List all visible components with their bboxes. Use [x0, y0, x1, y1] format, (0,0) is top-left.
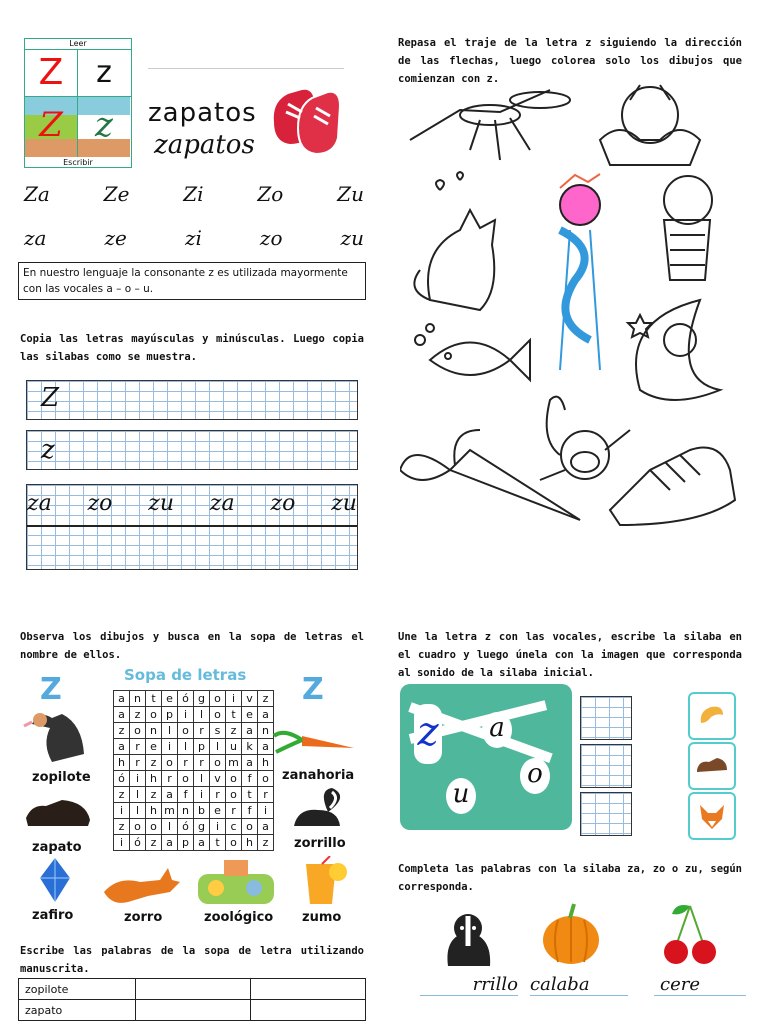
copy-row-lower-sample: z [41, 435, 55, 465]
label-zopilote: zopilote [32, 770, 91, 785]
wordsearch-cell[interactable]: p [194, 739, 210, 755]
wordsearch-cell[interactable]: s [210, 723, 226, 739]
wordsearch-cell[interactable]: e [162, 691, 178, 707]
complete-word-2 [530, 974, 628, 996]
note-box: En nuestro lenguaje la consonante z es utilizada mayormente con las vocales a – o – u. [18, 262, 366, 300]
wordsearch-cell[interactable]: r [258, 787, 274, 803]
wordsearch-cell[interactable]: f [178, 787, 194, 803]
wordsearch-letter-right: Z [302, 672, 324, 707]
wordsearch-row [114, 739, 274, 755]
wordsearch-cell[interactable]: l [194, 771, 210, 787]
wordsearch-cell[interactable]: l [178, 739, 194, 755]
shoe-picture [688, 742, 736, 790]
card-write-label: Escribir [63, 158, 93, 167]
hero-word-cursive: zapatos [154, 130, 255, 160]
write-cell[interactable] [251, 979, 366, 1000]
wordsearch-cell[interactable]: u [226, 739, 242, 755]
wordsearch-cell[interactable]: r [162, 771, 178, 787]
wordsearch-cell[interactable]: a [194, 835, 210, 851]
shoe-icon [695, 756, 729, 776]
card-upper-print: Z [25, 50, 78, 96]
wordsearch-cell[interactable]: z [114, 819, 130, 835]
copy-row-upper-sample: Z [41, 383, 60, 413]
wordsearch-cell[interactable]: m [226, 755, 242, 771]
card-upper-cursive: Z [25, 97, 78, 157]
pumpkin-icon [540, 900, 602, 966]
wordsearch-cell[interactable]: t [210, 835, 226, 851]
wordsearch-cell[interactable]: r [226, 803, 242, 819]
write-cell[interactable] [251, 1000, 366, 1021]
wordsearch-cell[interactable]: l [210, 739, 226, 755]
wordsearch-cell[interactable]: z [146, 787, 162, 803]
wordsearch-cell[interactable]: e [242, 707, 258, 723]
wordsearch-cell[interactable]: l [130, 803, 146, 819]
juice-icon [292, 856, 350, 908]
card-lower-print: z [96, 55, 112, 90]
search-instruction: Observa los dibujos y busca en la sopa de letras el nombre de ellos. [20, 631, 364, 661]
wordsearch-cell[interactable]: f [242, 803, 258, 819]
wordsearch-cell[interactable]: r [130, 739, 146, 755]
monkey-icon [540, 397, 630, 480]
syllable-upper: Zo [257, 182, 284, 206]
syllable-box-3[interactable] [580, 792, 632, 836]
wordsearch-cell[interactable]: z [130, 707, 146, 723]
write-instruction: Escribe las palabras de la sopa de letra utilizando manuscrita. [20, 945, 364, 975]
complete-word-1 [420, 974, 518, 996]
wordsearch-row [114, 691, 274, 707]
gem-icon [38, 856, 72, 904]
word-ending: rrillo [472, 974, 518, 995]
wordsearch-cell[interactable]: i [178, 707, 194, 723]
wordsearch-cell[interactable]: h [258, 755, 274, 771]
wordsearch-title: Sopa de letras [124, 666, 247, 684]
hero-word-print: zapatos [148, 98, 257, 128]
wordsearch-cell[interactable]: p [178, 835, 194, 851]
write-cell[interactable] [136, 1000, 251, 1021]
fox-icon [98, 862, 186, 908]
wordsearch-cell[interactable]: r [194, 755, 210, 771]
wordsearch-cell[interactable]: a [258, 739, 274, 755]
wordsearch-cell[interactable]: f [242, 771, 258, 787]
moon-baby-icon [628, 300, 720, 400]
wordsearch-cell[interactable]: o [162, 755, 178, 771]
wordsearch-row [114, 771, 274, 787]
syllable-sample: zo [270, 491, 296, 516]
boy-z-icon [560, 174, 600, 370]
wordsearch-cell[interactable]: m [162, 803, 178, 819]
skunk-icon [438, 906, 500, 970]
wordsearch-cell[interactable]: a [162, 787, 178, 803]
word-cell: zapato [19, 1000, 136, 1021]
wordsearch-cell[interactable]: ó [114, 771, 130, 787]
syllable-upper: Ze [103, 182, 130, 206]
wordsearch-cell[interactable]: a [258, 707, 274, 723]
shoes-icon [268, 72, 346, 158]
copy-instruction: Copia las letras mayúsculas y minúsculas. Luego copia las silabas como se muestra. [20, 333, 364, 363]
wordsearch-cell[interactable]: o [226, 771, 242, 787]
card-read-label: Leer [25, 39, 131, 50]
wordsearch-cell[interactable]: i [162, 739, 178, 755]
wordsearch-cell[interactable]: o [210, 707, 226, 723]
wordsearch-cell[interactable]: z [114, 723, 130, 739]
wordsearch-row [114, 723, 274, 739]
label-zorro: zorro [124, 910, 163, 925]
syllables-lower [24, 226, 364, 250]
syllable-sample: zu [148, 491, 175, 516]
wordsearch-cell[interactable]: n [258, 723, 274, 739]
wordsearch-cell[interactable]: i [210, 819, 226, 835]
wordsearch-cell[interactable]: ó [130, 835, 146, 851]
word-start: cere [660, 974, 700, 995]
vulture-icon [22, 704, 92, 766]
wordsearch-cell[interactable]: l [162, 819, 178, 835]
wordsearch-cell[interactable]: v [210, 771, 226, 787]
wordsearch-grid [113, 690, 274, 851]
label-zorrillo: zorrillo [294, 836, 346, 851]
syllable-upper: Zi [183, 182, 204, 206]
wordsearch-cell[interactable]: o [258, 771, 274, 787]
join-letter-u: u [446, 778, 476, 814]
label-zafiro: zafiro [32, 908, 74, 923]
wordsearch-cell[interactable]: o [178, 771, 194, 787]
wordsearch-cell[interactable]: n [178, 803, 194, 819]
mosquito-icon [410, 90, 570, 160]
join-instruction: Une la letra z con las vocales, escribe la silaba en el cuadro y luego únela con la imagen que corresponda al sonido de la silaba inicial. [398, 631, 742, 679]
wordsearch-cell[interactable]: i [258, 803, 274, 819]
wordsearch-cell[interactable]: c [226, 819, 242, 835]
wordsearch-cell[interactable]: z [114, 787, 130, 803]
wordsearch-cell[interactable]: z [146, 755, 162, 771]
cat-icon [414, 172, 495, 310]
wordsearch-cell[interactable]: o [226, 835, 242, 851]
join-letter-a: a [482, 712, 512, 748]
mummy-icon [664, 176, 712, 280]
wordsearch-cell[interactable]: e [210, 803, 226, 819]
syllable-sample: za [27, 491, 52, 516]
corn-snack-picture [688, 692, 736, 740]
copy-row-upper [26, 380, 358, 420]
wordsearch-row [114, 707, 274, 723]
wordsearch-cell[interactable]: i [130, 771, 146, 787]
syllable-lower: zu [340, 226, 364, 250]
wordsearch-cell[interactable]: r [210, 787, 226, 803]
wordsearch-cell[interactable]: o [226, 787, 242, 803]
wordsearch-cell[interactable]: ó [178, 691, 194, 707]
zoo-icon [194, 854, 278, 908]
skunk-icon [288, 786, 348, 834]
wordsearch-cell[interactable]: a [114, 691, 130, 707]
label-zanahoria: zanahoria [282, 768, 355, 783]
wordsearch-cell[interactable]: i [194, 787, 210, 803]
wordsearch-row [114, 819, 274, 835]
wordsearch-cell[interactable]: o [210, 755, 226, 771]
wordsearch-cell[interactable]: a [162, 835, 178, 851]
sneaker-icon [610, 448, 735, 526]
table-row [19, 1000, 366, 1021]
wordsearch-cell[interactable]: z [258, 835, 274, 851]
wordsearch-cell[interactable]: a [242, 723, 258, 739]
wordsearch-cell[interactable]: v [242, 691, 258, 707]
shoe-icon [22, 794, 94, 832]
copy-row-lower [26, 430, 358, 470]
syllable-lower: za [24, 226, 47, 250]
wordsearch-cell[interactable]: o [210, 691, 226, 707]
wordsearch-cell[interactable]: z [146, 835, 162, 851]
wordsearch-cell[interactable]: r [194, 723, 210, 739]
syllable-sample: zo [87, 491, 113, 516]
word-cell: zopilote [19, 979, 136, 1000]
wordsearch-cell[interactable]: a [258, 819, 274, 835]
wordsearch-cell[interactable]: h [146, 803, 162, 819]
wordsearch-row [114, 803, 274, 819]
fish-icon [415, 324, 530, 380]
wordsearch-cell[interactable]: l [194, 707, 210, 723]
wordsearch-letter-left: Z [40, 672, 62, 707]
label-zoologico: zoológico [204, 910, 274, 925]
wordsearch-cell[interactable]: o [146, 819, 162, 835]
label-zapato: zapato [32, 840, 82, 855]
complete-word-3 [654, 974, 746, 996]
syllable-box-2[interactable] [580, 744, 632, 788]
wordsearch-cell[interactable]: o [242, 819, 258, 835]
wordsearch-cell[interactable]: h [114, 755, 130, 771]
syllable-sample: zu [331, 491, 357, 516]
wordsearch-cell[interactable]: h [146, 771, 162, 787]
cherry-icon [662, 902, 718, 968]
wordsearch-cell[interactable]: b [194, 803, 210, 819]
wordsearch-cell[interactable]: o [146, 707, 162, 723]
bat-kid-icon [600, 85, 700, 165]
wordsearch-cell[interactable]: l [162, 723, 178, 739]
wordsearch-cell[interactable]: r [178, 755, 194, 771]
wordsearch-cell[interactable]: r [130, 755, 146, 771]
wordsearch-cell[interactable]: a [114, 707, 130, 723]
wordsearch-cell[interactable]: k [242, 739, 258, 755]
fox-picture [688, 792, 736, 840]
wordsearch-cell[interactable]: h [242, 835, 258, 851]
wordsearch-cell[interactable]: o [130, 819, 146, 835]
join-letter-z: z [414, 704, 442, 764]
syllables-upper [24, 182, 364, 206]
wordsearch-cell[interactable]: o [130, 723, 146, 739]
wordsearch-row [114, 787, 274, 803]
syllable-sample: za [209, 491, 235, 516]
wordsearch-row [114, 835, 274, 851]
wordsearch-cell[interactable]: p [162, 707, 178, 723]
trace-instruction: Repasa el traje de la letra z siguiendo la dirección de las flechas, luego colorea solo los dibujos que comienzan con z. [398, 37, 742, 85]
wordsearch-cell[interactable]: i [114, 835, 130, 851]
carrot-icon [272, 722, 356, 758]
syllable-upper: Za [24, 182, 50, 206]
fox-icon [696, 801, 728, 831]
join-scene [400, 684, 572, 830]
write-table [18, 978, 366, 1021]
corn-icon [697, 703, 727, 729]
wordsearch-cell[interactable]: t [242, 787, 258, 803]
wordsearch-cell[interactable]: a [114, 739, 130, 755]
wordsearch-cell[interactable]: i [226, 691, 242, 707]
syllable-box-1[interactable] [580, 696, 632, 740]
wordsearch-row [114, 755, 274, 771]
syllable-lower: ze [104, 226, 127, 250]
line-divider [148, 68, 344, 69]
card-lower-cursive: z [78, 97, 130, 157]
syllable-upper: Zu [337, 182, 364, 206]
copy-row-syllables [26, 484, 358, 570]
syllable-lower: zi [184, 226, 202, 250]
wordsearch-cell[interactable]: n [146, 723, 162, 739]
letter-card [24, 38, 132, 168]
wordsearch-cell[interactable]: z [226, 723, 242, 739]
wordsearch-cell[interactable]: g [194, 691, 210, 707]
wordsearch-cell[interactable]: t [146, 691, 162, 707]
wordsearch-cell[interactable]: z [258, 691, 274, 707]
join-letter-o: o [520, 758, 550, 794]
wordsearch-cell[interactable]: t [226, 707, 242, 723]
syllable-lower: zo [259, 226, 283, 250]
wordsearch-cell[interactable]: g [194, 819, 210, 835]
wordsearch-cell[interactable]: o [178, 723, 194, 739]
wordsearch-cell[interactable]: a [242, 755, 258, 771]
wordsearch-cell[interactable]: i [114, 803, 130, 819]
coloring-pictures [400, 70, 740, 530]
write-cell[interactable] [136, 979, 251, 1000]
word-start: calaba [530, 974, 590, 995]
wordsearch-cell[interactable]: n [130, 691, 146, 707]
complete-instruction: Completa las palabras con la silaba za, zo o zu, según corresponda. [398, 863, 742, 893]
table-row [19, 979, 366, 1000]
wordsearch-cell[interactable]: l [130, 787, 146, 803]
wordsearch-cell[interactable]: e [146, 739, 162, 755]
label-zumo: zumo [302, 910, 342, 925]
wordsearch-cell[interactable]: ó [178, 819, 194, 835]
